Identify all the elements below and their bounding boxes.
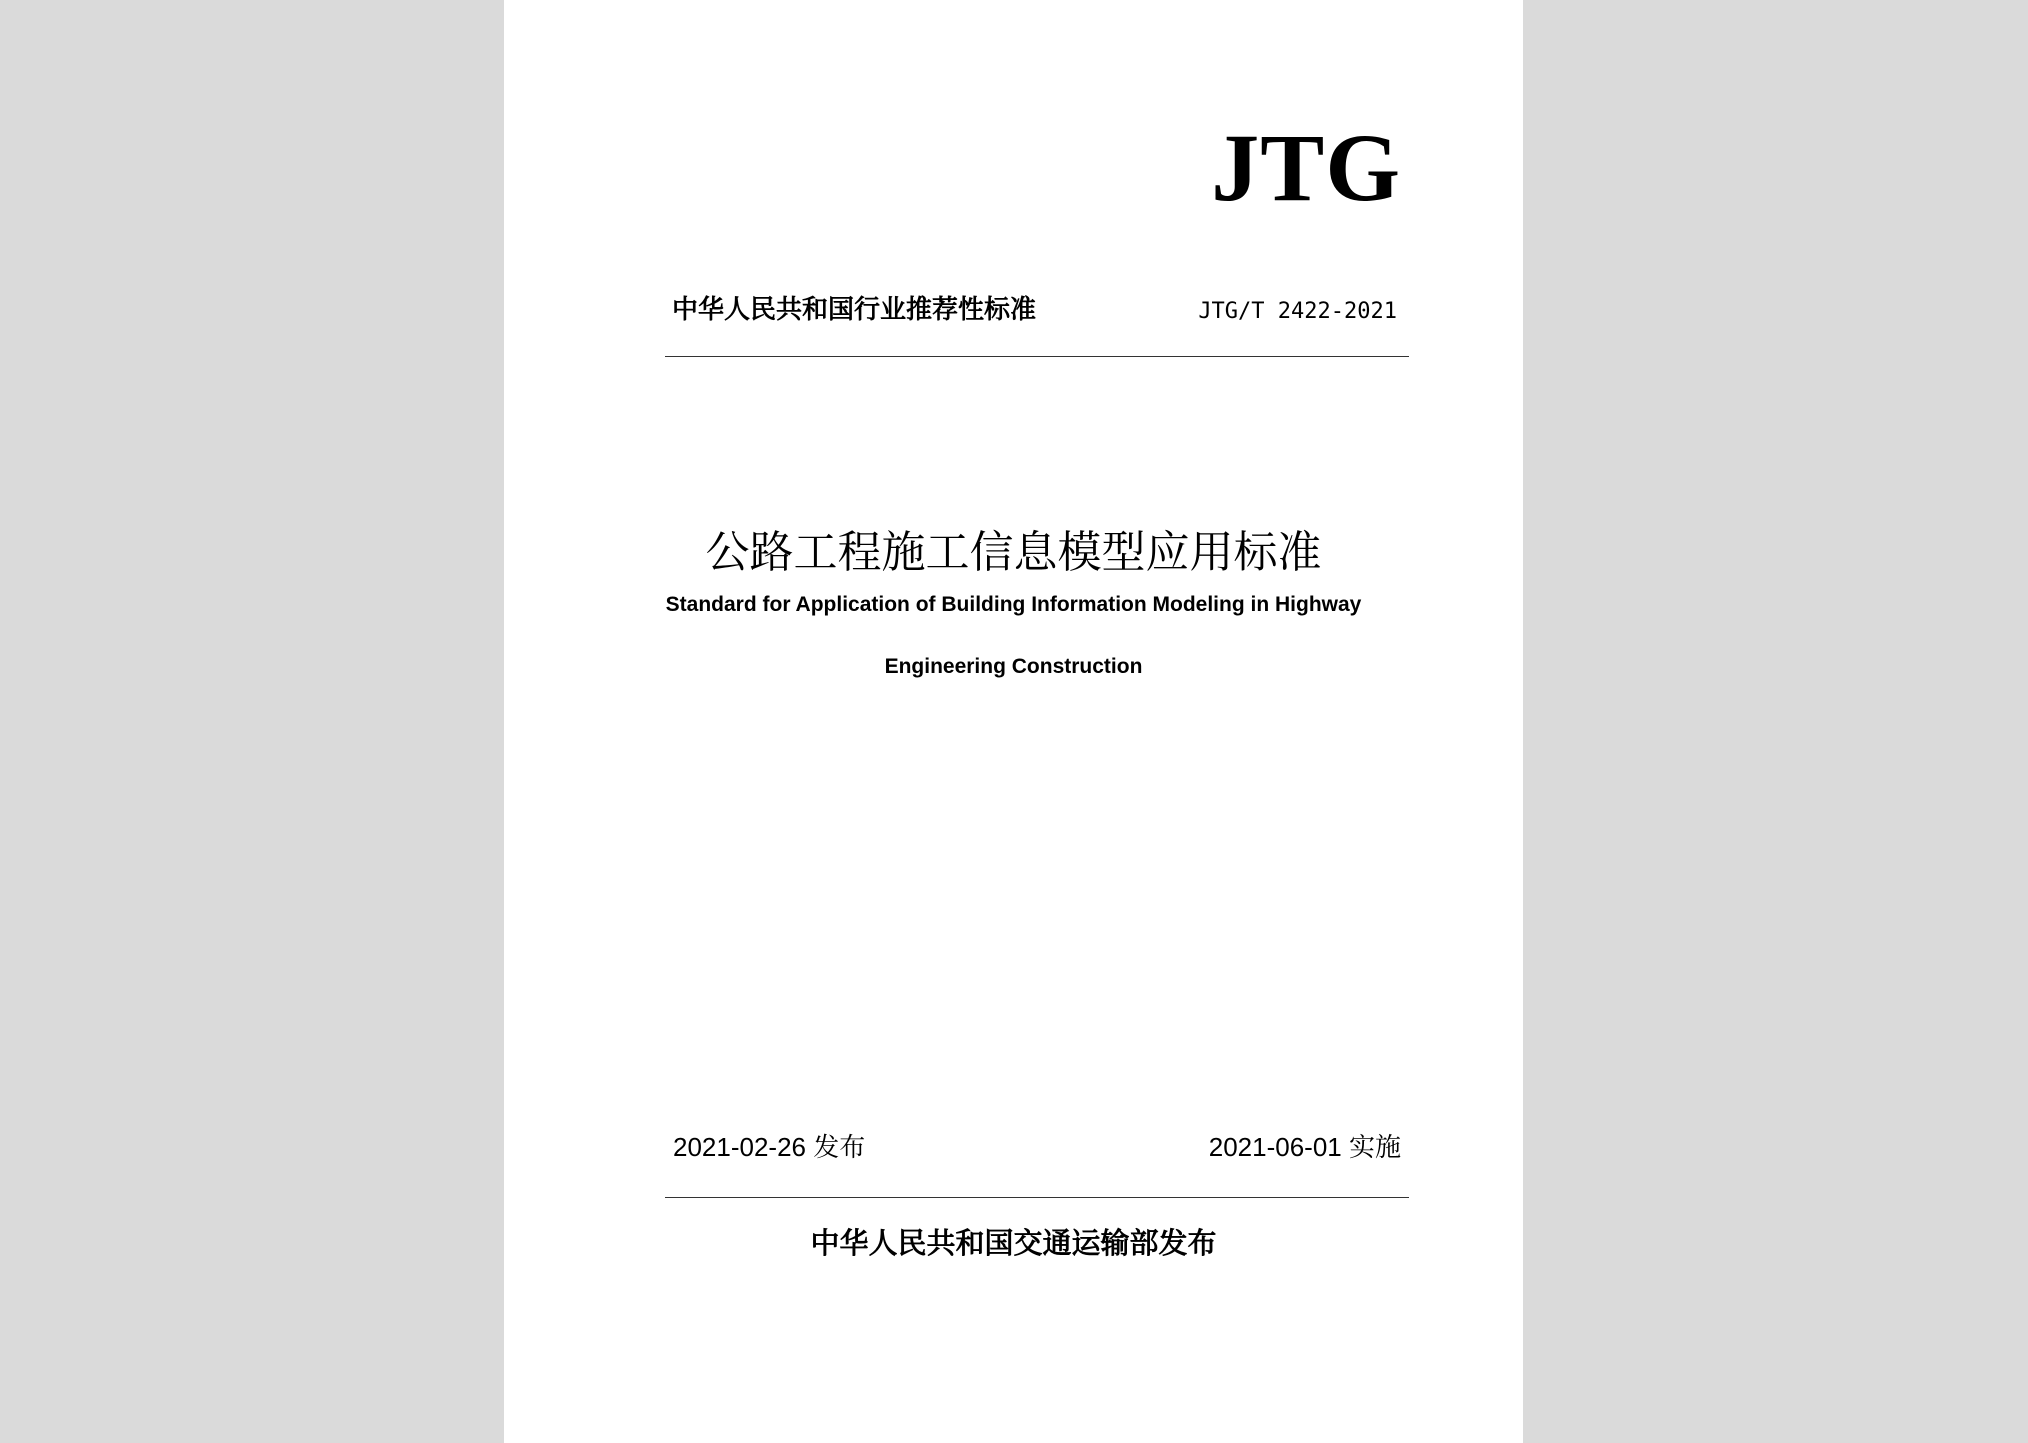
publisher: 中华人民共和国交通运输部发布 — [810, 1226, 1217, 1260]
jtg-logo: JTG — [1211, 114, 1401, 221]
title-chinese: 公路工程施工信息模型应用标准 — [705, 527, 1322, 578]
title-english-line-1: Standard for Application of Building Information Modeling in Highway — [665, 593, 1362, 616]
standard-type: 中华人民共和国行业推荐性标准 — [672, 295, 1037, 325]
bottom-divider — [665, 1197, 1409, 1198]
top-divider — [665, 356, 1409, 357]
document-page — [504, 0, 1523, 1443]
title-english-line-2: Engineering Construction — [884, 655, 1143, 678]
issue-date: 2021-02-26 发布 — [673, 1132, 866, 1162]
standard-code: JTG/T 2422-2021 — [1198, 299, 1397, 324]
implementation-date: 2021-06-01 实施 — [1208, 1132, 1401, 1162]
